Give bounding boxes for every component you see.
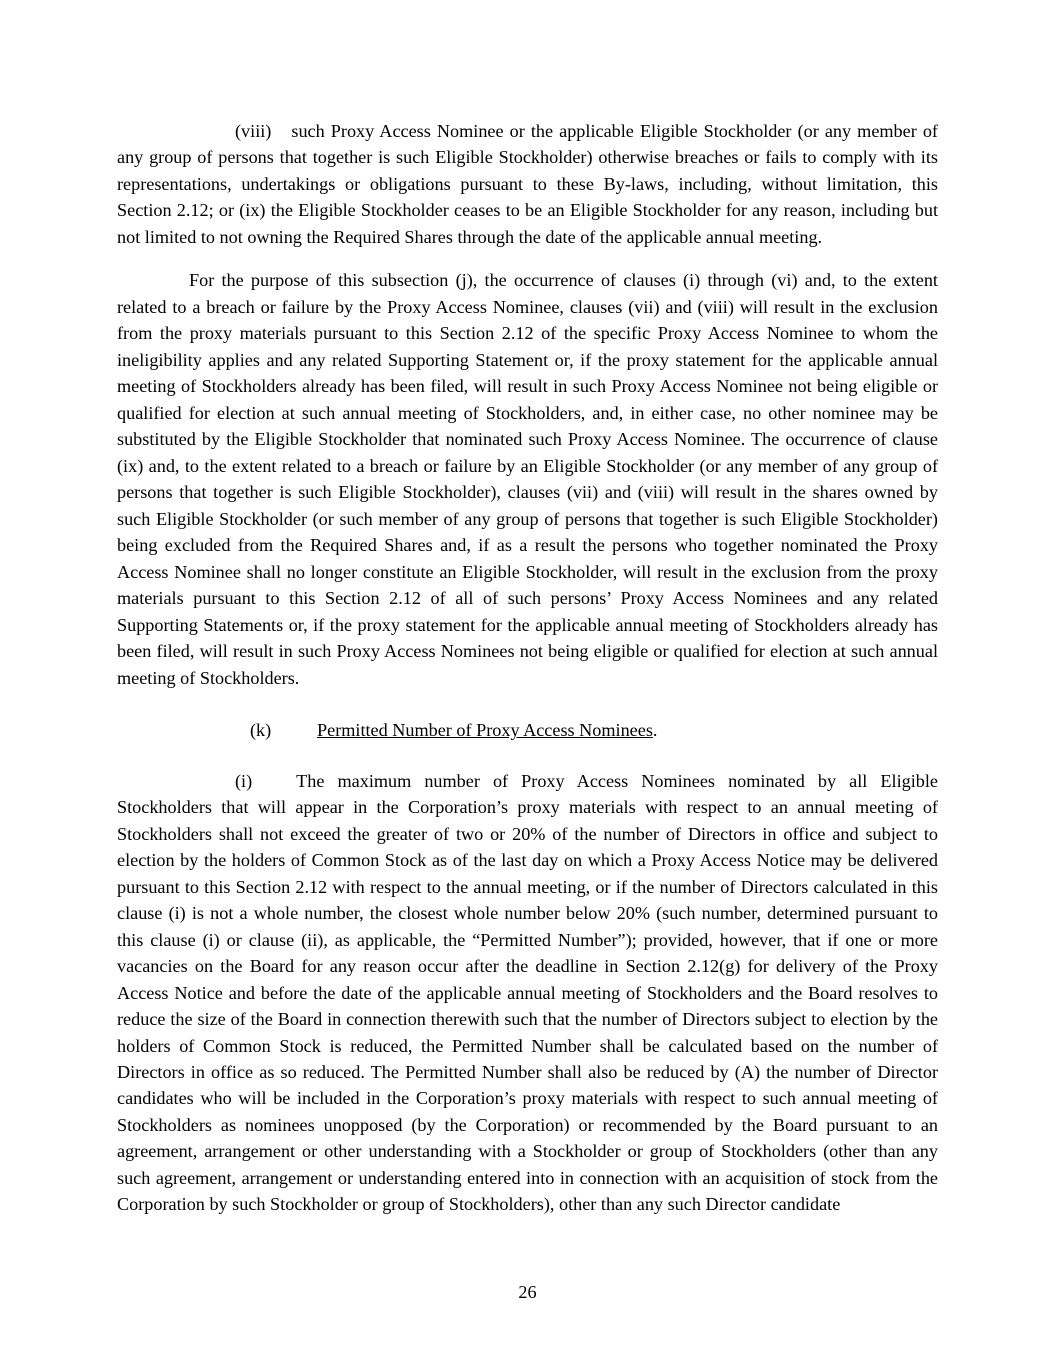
paragraph-purpose xyxy=(117,267,938,691)
paragraph-clause-k-i xyxy=(117,768,938,1218)
heading-period-k: . xyxy=(652,720,658,741)
clause-viii-text: such Proxy Access Nominee or the applicable Eligible Stockholder (or any member of any group of persons that together is such Eligible Stockholder) otherwise breaches or fails to comply with its representations, undertakings or obligations pursuant to these By-laws, including, without limitation, this Section 2.12; or (ix) the Eligible Stockholder ceases to be an Eligible Stockholder for any reason, including but not limited to not owning the Required Shares through the date of the applicable annual meeting. xyxy=(117,121,938,247)
document-body xyxy=(117,118,938,1218)
heading-marker-k: (k) xyxy=(250,720,272,741)
clause-k-i-text: The maximum number of Proxy Access Nominees nominated by all Eligible Stockholders that will appear in the Corporation’s proxy materials with respect to an annual meeting of Stockholders shall not exceed the greater of two or 20% of the number of Directors in office and subject to election by the holders of Common Stock as of the last day on which a Proxy Access Notice may be delivered pursuant to this Section 2.12 with respect to the annual meeting, or if the number of Directors calculated in this clause (i) is not a whole number, the closest whole number below 20% (such number, determined pursuant to this clause (i) or clause (ii), as applicable, the “Permitted Number”); provided, however, that if one or more vacancies on the Board for any reason occur after the deadline in Section 2.12(g) for delivery of the Proxy Access Notice and before the date of the applicable annual meeting of Stockholders and the Board resolves to reduce the size of the Board in connection therewith such that the number of Directors subject to election by the holders of Common Stock is reduced, the Permitted Number shall be calculated based on the number of Directors in office as so reduced. The Permitted Number shall also be reduced by (A) the number of Director candidates who will be included in the Corporation’s proxy materials with respect to such annual meeting of Stockholders as nominees unopposed (by the Corporation) or recommended by the Board pursuant to an agreement, arrangement or other understanding with a Stockholder or group of Stockholders (other than any such agreement, arrangement or understanding entered into in connection with an acquisition of stock from the Corporation by such Stockholder or group of Stockholders), other than any such Director candidate xyxy=(117,770,938,1215)
purpose-text: For the purpose of this subsection (j), the occurrence of clauses (i) through (vi) and, to the extent related to a breach or failure by the Proxy Access Nominee, clauses (vii) and (viii) will result in the exclusion from the proxy materials pursuant to this Section 2.12 of the specific Proxy Access Nominee to whom the ineligibility applies and any related Supporting Statement or, if the proxy statement for the applicable annual meeting of Stockholders already has been filed, will result in such Proxy Access Nominee not being eligible or qualified for election at such annual meeting of Stockholders, and, in either case, no other nominee may be substituted by the Eligible Stockholder that nominated such Proxy Access Nominee. The occurrence of clause (ix) and, to the extent related to a breach or failure by an Eligible Stockholder (or any member of any group of persons that together is such Eligible Stockholder), clauses (vii) and (viii) will result in the shares owned by such Eligible Stockholder (or such member of any group of persons that together is such Eligible Stockholder) being excluded from the Required Shares and, if as a result the persons who together nominated the Proxy Access Nominee shall no longer constitute an Eligible Stockholder, will result in the exclusion from the proxy materials pursuant to this Section 2.12 of all of such persons’ Proxy Access Nominees and any related Supporting Statements or, if the proxy statement for the applicable annual meeting of Stockholders already has been filed, will result in such Proxy Access Nominees not being eligible or qualified for election at such annual meeting of Stockholders. xyxy=(117,270,938,688)
heading-title-k: Permitted Number of Proxy Access Nominees xyxy=(317,720,653,741)
heading-subsection-k xyxy=(117,717,938,743)
paragraph-clause-viii xyxy=(117,118,938,250)
clause-marker-viii: (viii) xyxy=(235,121,272,141)
clause-marker-i: (i) xyxy=(235,770,253,791)
page-number: 26 xyxy=(518,1282,537,1302)
